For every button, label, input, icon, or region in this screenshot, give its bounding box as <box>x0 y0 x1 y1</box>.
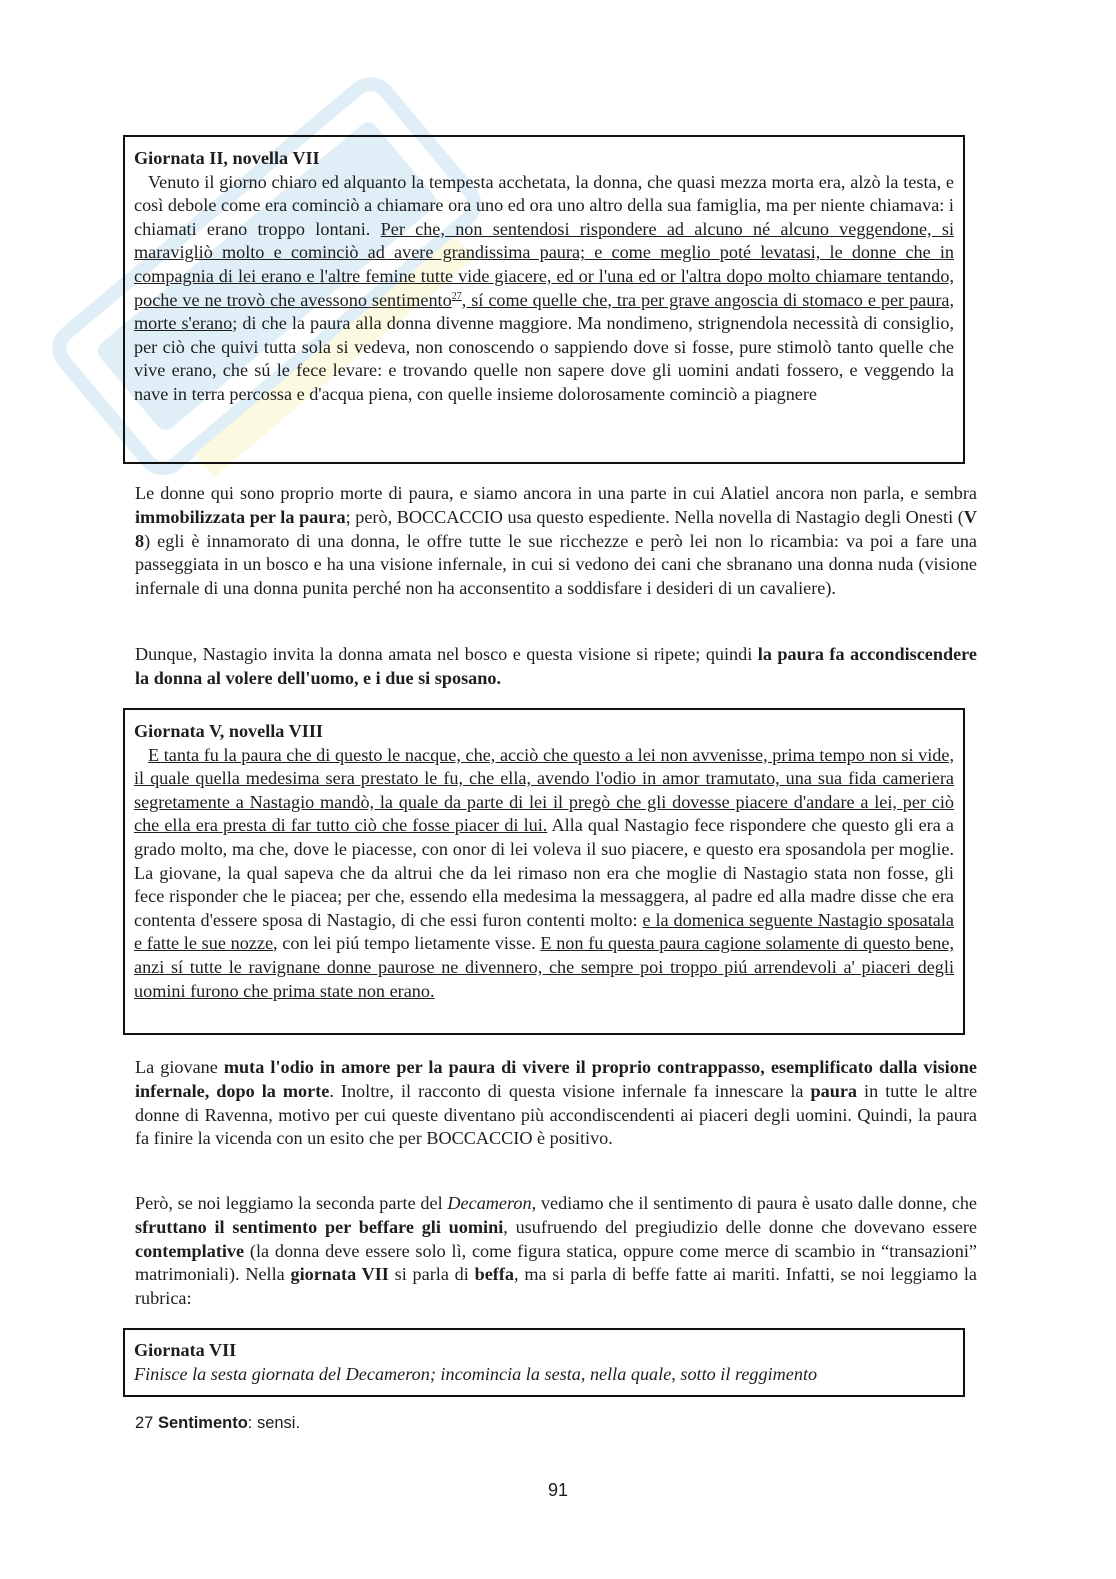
quote-underlined-text: E tanta fu la paura che di questo le nacque, che, acciò che questo a lei non avvenisse, prima tempo non si vide, il quale quella medesima sera prestato le fu, che ella, avendo l'odio in amor tramutato, una sua fida cameriera segretamente a Nastagio mandò, la quale da parte di lei il pregò che gli dovesse piacere d'andare a lei, per ciò che ella era presta di far tutto ciò che fosse piacer di lui. <box>134 744 954 836</box>
quote-underlined-text: e la domenica seguente Nastagio sposatala e fatte le sue nozze <box>134 909 954 954</box>
quote-title: Giornata II, novella VII <box>134 148 320 168</box>
footnote-definition: : sensi. <box>247 1414 301 1432</box>
footnote-term: Sentimento <box>157 1414 248 1432</box>
paragraph-3: La giovane muta l'odio in amore per la paura di vivere il proprio contrappasso, esemplificato dalla visione infernale, dopo la morte. Inoltre, il racconto di questa visione infernale fa innescare la paura in tutte le altre donne di Ravenna, motivo per cui queste diventano più accondiscendenti ai piaceri degli uomini. Quindi, la paura fa finire la vicenda con un esito che per BOCCACCIO è positivo. <box>135 1057 978 1149</box>
quote-text: Venuto il giorno chiaro ed alquanto la tempesta acchetata, la donna, che quasi mezza morta era, alzò la testa, e così debole come era cominciò a chiamare ora uno ed ora uno altro della sua famiglia, ma per niente chiamava: i chiamati erano troppo lontani. <box>134 171 954 239</box>
footnote-number: 27 <box>135 1414 158 1432</box>
page-number: 91 <box>547 1480 569 1500</box>
paragraph-4: Però, se noi leggiamo la seconda parte del Decameron, vediamo che il sentimento di paura è usato dalle donne, che sfruttano il sentimento per beffare gli uomini, usufruendo del pregiudizio delle donne che dovevano essere contemplative (la donna deve essere solo lì, come figura statica, oppure come merce di scambio in “transazioni” matrimoniali). Nella giornata VII si parla di beffa, ma si parla di beffe fatte ai mariti. Infatti, se noi leggiamo la rubrica: <box>135 1193 978 1309</box>
quote-title: Giornata V, novella VIII <box>134 721 323 741</box>
quote-underlined-text: , sí come quelle che, tra per grave angoscia di stomaco e per paura, morte s'erano <box>134 289 955 334</box>
paragraph-1: Le donne qui sono proprio morte di paura, e siamo ancora in una parte in cui Alatiel ancora non parla, e sembra immobilizzata per la paura; però, BOCCACCIO usa questo espediente. Nella novella di Nastagio degli Onesti (V 8) egli è innamorato di una donna, le offre tutte le sue ricchezze e però lei non lo ricambia: va poi a fare una passeggiata in un bosco e ha una visione infernale, in cui si vedono dei cani che sbranano una donna nuda (visione infernale di una donna punita perché non ha acconsentito a soddisfare i desideri di un cavaliere). <box>135 483 977 599</box>
quote-box-giornata-vii <box>123 1328 965 1397</box>
footnote <box>135 1414 300 1433</box>
quote-underlined-text: Per che, non sentendosi rispondere ad alcuno né alcuno veggendone, si maravigliò molto e cominciò ad avere grandissima paura; e come meglio poté levatasi, le donne che in compagnia di lei erano e l'altre femine tutte vide giacere, ed or l'una ed or l'altra dopo molto chiamare tentando, poche ve ne trovò che avessono sentimento <box>134 218 954 310</box>
paragraph-2: Dunque, Nastagio invita la donna amata nel bosco e questa visione si ripete; quindi la paura fa accondiscendere la donna al volere dell'uomo, e i due si sposano. <box>135 644 977 688</box>
quote-box-giornata-ii <box>123 135 965 464</box>
quote-text: Alla qual Nastagio fece rispondere che questo gli era a grado molto, ma che, dove le piacesse, con onor di lei voleva il suo piacere, e questo era sposandola per moglie. La giovane, la qual sapeva che da altrui che da lei rimaso non era che moglie di Nastagio stata non fosse, gli fece risponder che le piacea; per che, essendo ella medesima la messaggera, al padre ed alla madre disse che era contenta d'essere sposa di Nastagio, di che essi furon contenti molto: <box>134 815 955 930</box>
quote-text: Finisce la sesta giornata del Decameron; incomincia la sesta, nella quale, sotto il reggimento <box>134 1363 818 1384</box>
quote-underlined-text: E non fu questa paura cagione solamente di questo bene, anzi sí tutte le ravignane donne paurose ne divennero, che sempre poi troppo piú arrendevoli a' piaceri degli uomini furono che prima state non erano. <box>134 933 954 1001</box>
quote-box-giornata-v <box>123 708 965 1035</box>
quote-text: ; di che la paura alla donna divenne maggiore. Ma nondimeno, strignendola necessità di consiglio, per ciò che quivi tutta sola si vedeva, non conoscendo o sappiendo dove si fosse, pure stimolò tanto quelle che vive erano, che sú le fece levare: e trovando quelle non sapere dove gli uomini andati fossero, e veggendo la nave in terra percossa e d'acqua piena, con quelle insieme dolorosamente cominciò a piagnere <box>134 313 955 404</box>
footnote-ref[interactable]: 27 <box>451 290 462 302</box>
quote-text: , con lei piú tempo lietamente visse. <box>273 933 541 954</box>
quote-title: Giornata VII <box>134 1340 237 1360</box>
